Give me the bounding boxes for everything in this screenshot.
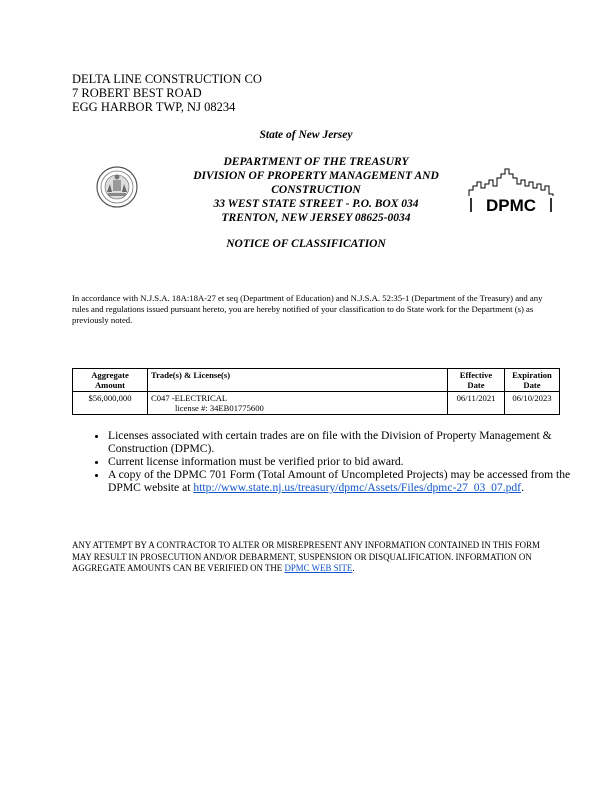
- header-trades-licenses: Trade(s) & License(s): [148, 369, 448, 392]
- list-item: • Licenses associated with certain trades are on file with the Division of Property Management & Construction (DPMC).: [108, 429, 598, 455]
- state-heading: State of New Jersey: [259, 129, 353, 141]
- classification-table: [72, 368, 560, 415]
- notice-title: NOTICE OF CLASSIFICATION: [226, 238, 386, 250]
- header-expiration-line1: Expiration: [512, 370, 552, 380]
- cell-trade: C047 -ELECTRICAL: [151, 393, 228, 403]
- dept-line-4: 33 WEST STATE STREET - P.O. BOX 034: [213, 198, 419, 210]
- header-aggregate-line1: Aggregate: [91, 370, 129, 380]
- address-line-3: EGG HARBOR TWP, NJ 08234: [72, 100, 236, 114]
- table-row: [73, 392, 560, 415]
- header-expiration-line2: Date: [523, 380, 541, 390]
- header-aggregate-line2: Amount: [94, 380, 126, 390]
- dpmc-website-link[interactable]: DPMC WEB SITE: [284, 563, 353, 574]
- dept-line-2: DIVISION OF PROPERTY MANAGEMENT AND: [193, 170, 439, 182]
- list-item-end: .: [521, 481, 524, 494]
- cell-effective-date: 06/11/2021: [448, 392, 505, 415]
- dept-line-5: TRENTON, NEW JERSEY 08625-0034: [221, 212, 411, 224]
- dpmc-logo-text: DPMC: [485, 196, 537, 215]
- dept-line-3: CONSTRUCTION: [271, 184, 361, 196]
- header-effective-line1: Effective: [459, 370, 493, 380]
- recipient-address: [72, 72, 262, 114]
- cell-amount: $56,000,000: [73, 392, 148, 415]
- cell-expiration-date: 06/10/2023: [505, 392, 560, 415]
- header-effective-date: [448, 369, 505, 392]
- dpmc-701-form-link[interactable]: http://www.state.nj.us/treasury/dpmc/Assets/Files/dpmc-27_03_07.pdf: [193, 481, 522, 494]
- table-header-row: [73, 369, 560, 392]
- notes-list: [72, 429, 598, 494]
- dpmc-logo: [467, 166, 555, 216]
- intro-paragraph: In accordance with N.J.S.A. 18A:18A-27 et seq (Department of Education) and N.J.S.A. 52:35-1 (Department of the Treasury) and any rules and regulations issued pursuant hereto, you are hereby notified of your classification to do State work for the Department (s) as previously noted.: [72, 293, 543, 325]
- warning-statement: [72, 540, 560, 575]
- list-item-text: A copy of the DPMC 701 Form (Total Amount of Uncompleted Projects) may be accessed from the DPMC website at: [108, 468, 571, 494]
- header-effective-line2: Date: [467, 380, 485, 390]
- header-aggregate-amount: [73, 369, 148, 392]
- warning-end: .: [352, 563, 355, 574]
- address-line-2: 7 ROBERT BEST ROAD: [72, 86, 202, 100]
- address-line-1: DELTA LINE CONSTRUCTION CO: [72, 72, 262, 86]
- nj-state-seal-icon: [96, 166, 138, 208]
- warning-text: ANY ATTEMPT BY A CONTRACTOR TO ALTER OR MISREPRESENT ANY INFORMATION CONTAINED IN THIS FORM MAY RESULT IN PROSECUTION AND/OR DEBARMENT, SUSPENSION OR DISQUALIFICATION. INFORMATION ON AGGREGATE AMOUNTS CAN BE VERIFIED ON THE: [72, 540, 540, 574]
- cell-license-number: license #: 34EB01775600: [175, 403, 264, 413]
- dept-line-1: DEPARTMENT OF THE TREASURY: [223, 156, 409, 168]
- department-heading: [180, 155, 452, 225]
- cell-trade-license: [148, 392, 448, 415]
- list-item: • Current license information must be verified prior to bid award.: [108, 455, 598, 468]
- list-item: [108, 468, 598, 494]
- header-expiration-date: [505, 369, 560, 392]
